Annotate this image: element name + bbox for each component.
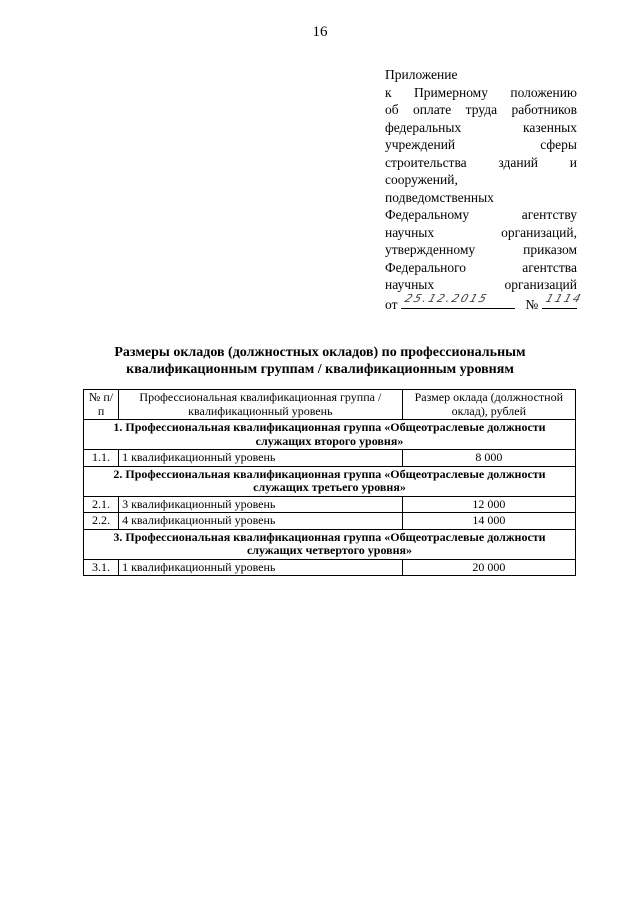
appendix-block <box>385 66 585 313</box>
date-field <box>401 294 515 309</box>
appendix-line: федеральных казенных <box>385 119 577 135</box>
appendix-line: Федерального агентства <box>385 259 577 275</box>
page-number: 16 <box>312 24 328 40</box>
header-salary: Размер оклада (должностной оклад), рублей <box>402 390 575 420</box>
row-level: 1 квалификационный уровень <box>119 559 403 576</box>
row-level: 1 квалификационный уровень <box>119 450 403 467</box>
row-number: 2.1. <box>84 496 119 513</box>
title-line-2: квалификационным группам / квалификационным уровням <box>126 362 514 377</box>
table-row <box>84 513 576 530</box>
appendix-line: строительства зданий и <box>385 154 577 170</box>
row-salary: 8 000 <box>402 450 575 467</box>
table-row <box>84 559 576 576</box>
table-header-row <box>84 390 576 420</box>
document-title <box>0 344 640 378</box>
row-number: 3.1. <box>84 559 119 576</box>
row-level: 3 квалификационный уровень <box>119 496 403 513</box>
header-number: № п/п <box>84 390 119 420</box>
group-title: 1. Профессиональная квалификационная группа «Общеотраслевые должности служащих второго уровня» <box>84 420 576 450</box>
appendix-line: подведомственных <box>385 189 494 205</box>
appendix-line: учреждений сферы <box>385 137 577 152</box>
group-row <box>84 466 576 496</box>
appendix-line: об оплате труда работников <box>385 102 577 117</box>
appendix-line: утвержденному приказом <box>385 242 577 257</box>
row-salary: 12 000 <box>402 496 575 513</box>
salary-table <box>83 389 576 576</box>
handwritten-date: 25.12.2015 <box>403 292 491 305</box>
appendix-line: научных организаций <box>385 277 577 292</box>
table-row <box>84 450 576 467</box>
appendix-line: Приложение <box>385 67 458 82</box>
row-number: 1.1. <box>84 450 119 467</box>
row-level: 4 квалификационный уровень <box>119 513 403 530</box>
number-prefix: № <box>525 296 539 312</box>
appendix-line: научных организаций, <box>385 224 577 240</box>
date-prefix: от <box>385 296 398 312</box>
group-row <box>84 420 576 450</box>
group-title: 3. Профессиональная квалификационная группа «Общеотраслевые должности служащих четвертого уровня» <box>84 529 576 559</box>
order-reference <box>385 292 585 314</box>
header-group: Профессиональная квалификационная группа / квалификационный уровень <box>119 390 403 420</box>
table-row <box>84 496 576 513</box>
title-line-1: Размеры окладов (должностных окладов) по профессиональным <box>114 345 526 360</box>
number-field <box>542 292 585 309</box>
group-title: 2. Профессиональная квалификационная группа «Общеотраслевые должности служащих третьего уровня» <box>84 466 576 496</box>
handwritten-number: 1114 <box>544 292 585 305</box>
row-salary: 14 000 <box>402 513 575 530</box>
row-salary: 20 000 <box>402 559 575 576</box>
appendix-line: Федеральному агентству <box>385 207 577 222</box>
appendix-line: сооружений, <box>385 172 458 187</box>
row-number: 2.2. <box>84 513 119 530</box>
group-row <box>84 529 576 559</box>
appendix-line: к Примерному положению <box>385 84 577 100</box>
